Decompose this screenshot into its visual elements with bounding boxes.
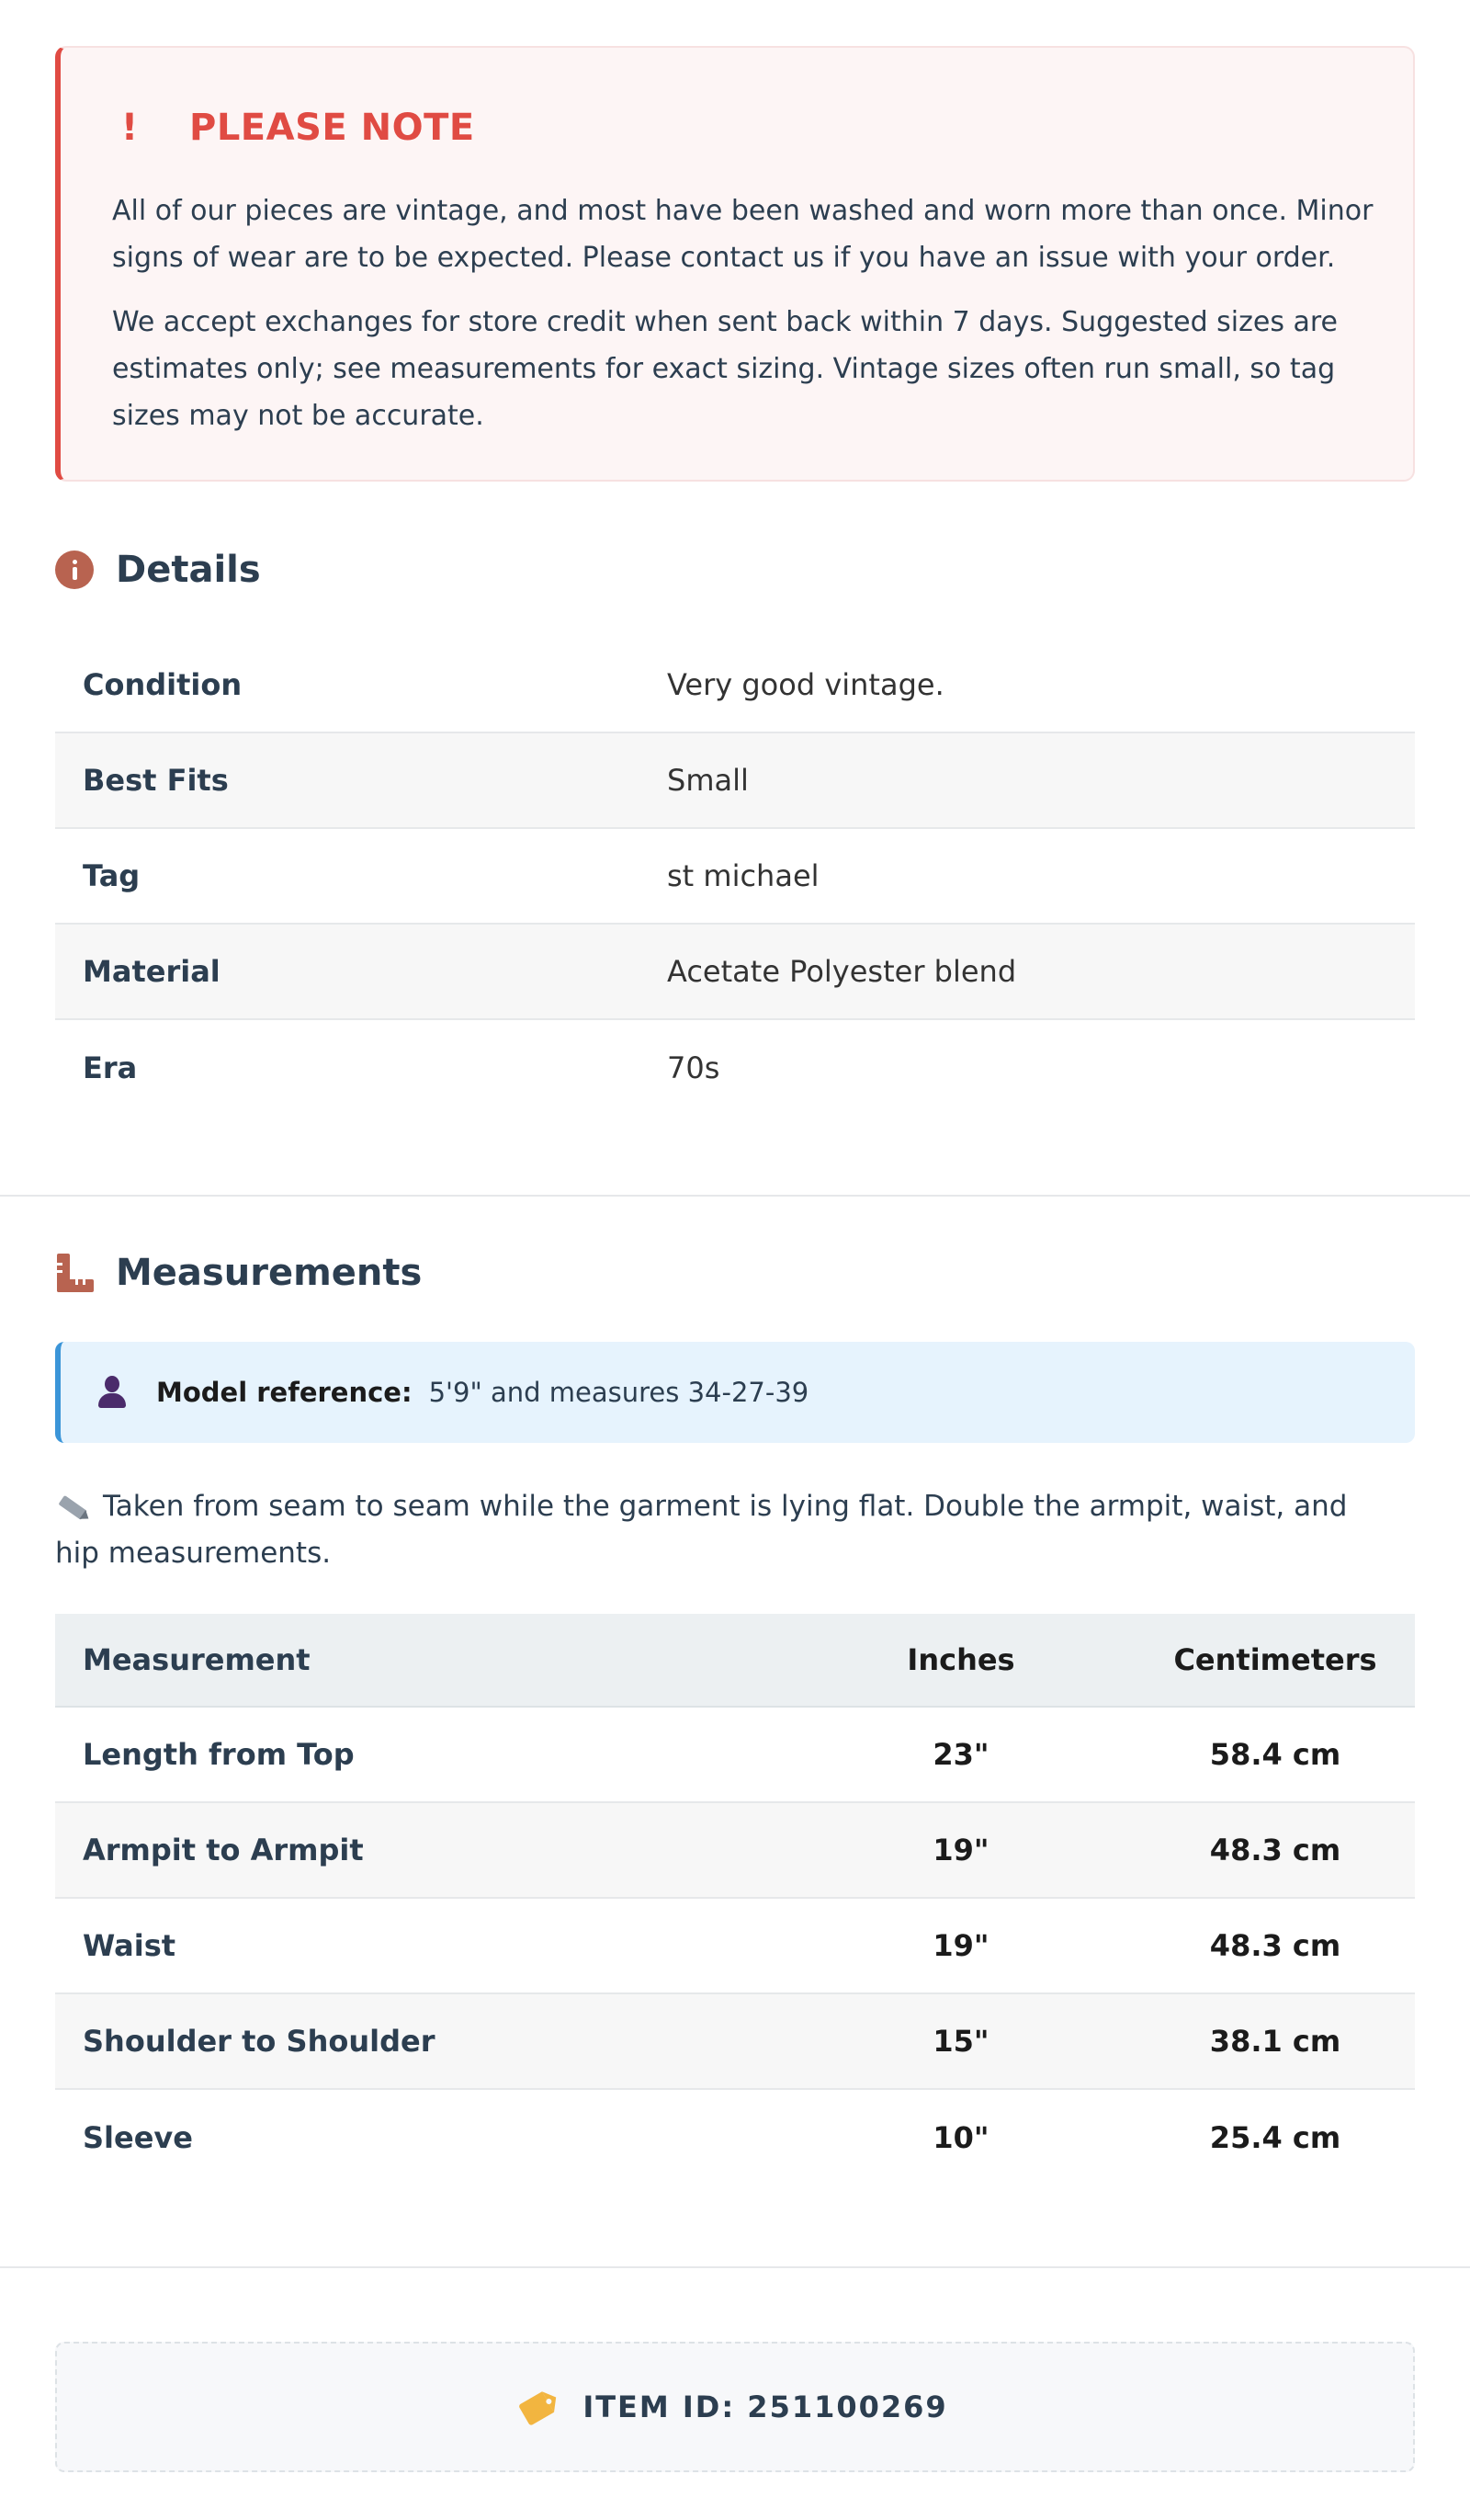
- model-reference: [55, 1342, 1415, 1443]
- measurement-cm: 58.4 cm: [1209, 1737, 1341, 1772]
- measurement-name: Shoulder to Shoulder: [83, 2024, 435, 2059]
- measurement-name: Waist: [83, 1928, 176, 1963]
- table-row: [55, 829, 1415, 925]
- detail-label: Best Fits: [83, 763, 229, 798]
- detail-label: Era: [83, 1050, 138, 1085]
- model-label: Model reference:: [156, 1377, 413, 1408]
- tag-icon: [518, 2388, 560, 2426]
- measurement-cm: 38.1 cm: [1209, 2024, 1341, 2059]
- info-icon: [55, 551, 94, 589]
- column-header: Inches: [907, 1642, 1015, 1677]
- notice-header: [116, 107, 475, 149]
- measurement-inches: 23": [933, 1737, 989, 1772]
- column-header: Centimeters: [1173, 1642, 1377, 1677]
- table-row: [55, 1899, 1415, 1994]
- table-header: [55, 1614, 1415, 1708]
- detail-label: Tag: [83, 858, 141, 893]
- measurement-inches: 15": [933, 2024, 989, 2059]
- notice-paragraph: We accept exchanges for store credit when sent back within 7 days. Suggested sizes are estimates only; see measurements for exact sizing. Vintage sizes often run small, so tag sizes may not be accurate.: [112, 306, 1339, 432]
- table-row: [55, 638, 1415, 733]
- details-header: [55, 549, 261, 591]
- measurements-title: Measurements: [116, 1252, 423, 1294]
- measurement-inches: 19": [933, 1833, 989, 1867]
- measurement-cm: 48.3 cm: [1209, 1928, 1341, 1963]
- exclamation-icon: !: [120, 107, 139, 149]
- section-divider: [0, 2266, 1470, 2268]
- person-icon: [97, 1376, 127, 1409]
- table-row: [55, 733, 1415, 829]
- table-row: [55, 2090, 1415, 2185]
- table-row: [55, 1708, 1415, 1803]
- detail-value: st michael: [667, 858, 820, 893]
- measurement-name: Armpit to Armpit: [83, 1833, 364, 1867]
- pencil-icon: [53, 1491, 93, 1526]
- table-row: [55, 1020, 1415, 1116]
- item-id: ITEM ID: 251100269: [582, 2389, 948, 2424]
- measurement-inches: 10": [933, 2120, 989, 2155]
- measurement-name: Length from Top: [83, 1737, 355, 1772]
- section-divider: [0, 1195, 1470, 1197]
- measurement-inches: 19": [933, 1928, 989, 1963]
- table-row: [55, 1803, 1415, 1899]
- details-title: Details: [116, 549, 261, 591]
- detail-value: Acetate Polyester blend: [667, 954, 1017, 989]
- measurements-header: [55, 1252, 422, 1294]
- model-value: 5'9" and measures 34-27-39: [428, 1377, 809, 1408]
- detail-label: Material: [83, 954, 220, 989]
- ruler-icon: [55, 1254, 94, 1292]
- table-row: [55, 1994, 1415, 2090]
- notice-title: PLEASE NOTE: [189, 107, 475, 149]
- detail-value: Very good vintage.: [667, 667, 944, 702]
- detail-value: 70s: [667, 1050, 720, 1085]
- column-header: Measurement: [83, 1642, 311, 1677]
- measurement-note-text: Taken from seam to seam while the garment is lying flat. Double the armpit, waist, and hip measurements.: [55, 1490, 1348, 1570]
- detail-value: Small: [667, 763, 749, 798]
- measurement-note: [55, 1483, 1369, 1577]
- item-id-box: [55, 2342, 1415, 2472]
- notice-paragraph: All of our pieces are vintage, and most have been washed and worn more than once. Minor signs of wear are to be expected. Please contact us if you have an issue with your order.: [112, 195, 1374, 274]
- measurement-cm: 25.4 cm: [1209, 2120, 1341, 2155]
- detail-label: Condition: [83, 667, 243, 702]
- table-row: [55, 925, 1415, 1020]
- measurements-table: [55, 1614, 1415, 2185]
- measurement-name: Sleeve: [83, 2120, 193, 2155]
- measurement-cm: 48.3 cm: [1209, 1833, 1341, 1867]
- details-table: [55, 638, 1415, 1116]
- notice-box: [55, 46, 1415, 482]
